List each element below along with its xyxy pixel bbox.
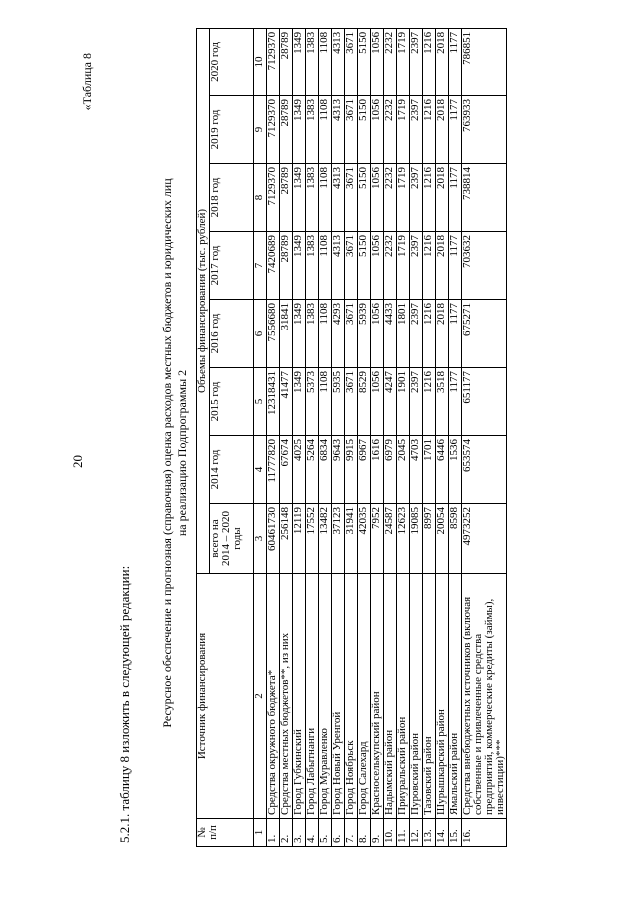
row-value: 4247 bbox=[384, 367, 397, 435]
row-value: 5150 bbox=[358, 95, 371, 163]
row-value: 7129370 bbox=[267, 28, 280, 95]
row-value: 31841 bbox=[280, 299, 293, 367]
row-value: 2397 bbox=[410, 28, 423, 95]
row-value: 1349 bbox=[293, 231, 306, 299]
row-value: 67674 bbox=[280, 435, 293, 503]
table-row bbox=[436, 28, 449, 846]
row-value: 1216 bbox=[423, 95, 436, 163]
row-value: 1383 bbox=[306, 28, 319, 95]
row-value: 17552 bbox=[306, 503, 319, 573]
table-row bbox=[319, 28, 332, 846]
table-title-line2: на реализацию Подпрограммы 2 bbox=[175, 369, 189, 536]
col-number: 10 bbox=[254, 28, 267, 95]
row-value: 738814 bbox=[462, 163, 507, 231]
row-value: 1056 bbox=[371, 299, 384, 367]
row-value: 3671 bbox=[345, 163, 358, 231]
rotated-content bbox=[20, 23, 620, 883]
row-value: 1177 bbox=[449, 163, 462, 231]
column-number-row bbox=[254, 28, 267, 846]
table-row bbox=[462, 28, 507, 846]
row-source: Город Губкинский bbox=[293, 573, 306, 818]
row-value: 4973252 bbox=[462, 503, 507, 573]
row-value: 1701 bbox=[423, 435, 436, 503]
row-value: 2232 bbox=[384, 163, 397, 231]
row-value: 256148 bbox=[280, 503, 293, 573]
row-value: 4703 bbox=[410, 435, 423, 503]
table-row bbox=[280, 28, 293, 846]
col-number: 8 bbox=[254, 163, 267, 231]
row-source: Город Новый Уренгой bbox=[332, 573, 345, 818]
table-row bbox=[410, 28, 423, 846]
row-value: 9915 bbox=[345, 435, 358, 503]
row-value: 13482 bbox=[319, 503, 332, 573]
row-value: 4313 bbox=[332, 163, 345, 231]
row-source: Средства местных бюджетов**, из них bbox=[280, 573, 293, 818]
table-label: «Таблица 8 bbox=[80, 52, 94, 110]
row-value: 2018 bbox=[436, 95, 449, 163]
row-value: 3671 bbox=[345, 367, 358, 435]
header-year: 2018 год bbox=[210, 163, 254, 231]
header-year: 2019 год bbox=[210, 95, 254, 163]
row-value: 1383 bbox=[306, 95, 319, 163]
row-value: 1349 bbox=[293, 163, 306, 231]
row-value: 1719 bbox=[397, 28, 410, 95]
row-value: 8529 bbox=[358, 367, 371, 435]
row-value: 28789 bbox=[280, 231, 293, 299]
row-value: 1801 bbox=[397, 299, 410, 367]
header-source: Источник финансирования bbox=[197, 573, 254, 818]
row-source: Шурышкарский район bbox=[436, 573, 449, 818]
row-value: 28789 bbox=[280, 163, 293, 231]
row-value: 1056 bbox=[371, 367, 384, 435]
row-value: 5264 bbox=[306, 435, 319, 503]
row-source: Город Лабытнанги bbox=[306, 573, 319, 818]
row-value: 8997 bbox=[423, 503, 436, 573]
row-value: 1108 bbox=[319, 231, 332, 299]
row-value: 786851 bbox=[462, 28, 507, 95]
col-number: 4 bbox=[254, 435, 267, 503]
row-number: 16. bbox=[462, 818, 507, 846]
row-value: 763933 bbox=[462, 95, 507, 163]
row-value: 4313 bbox=[332, 95, 345, 163]
row-value: 1216 bbox=[423, 163, 436, 231]
table-row bbox=[345, 28, 358, 846]
table-row bbox=[371, 28, 384, 846]
row-value: 31941 bbox=[345, 503, 358, 573]
row-value: 24587 bbox=[384, 503, 397, 573]
table-row bbox=[332, 28, 345, 846]
row-value: 12623 bbox=[397, 503, 410, 573]
header-total: всего на 2014 – 2020 годы bbox=[210, 503, 254, 573]
row-source: Приуральский район bbox=[397, 573, 410, 818]
row-value: 2018 bbox=[436, 299, 449, 367]
row-value: 7556680 bbox=[267, 299, 280, 367]
intro-text: 5.2.1. таблицу 8 изложить в следующей редакции: bbox=[117, 565, 132, 843]
row-value: 1177 bbox=[449, 28, 462, 95]
row-value: 703632 bbox=[462, 231, 507, 299]
row-value: 1056 bbox=[371, 231, 384, 299]
header-year: 2020 год bbox=[210, 28, 254, 95]
table-row bbox=[449, 28, 462, 846]
row-value: 5939 bbox=[358, 299, 371, 367]
row-number: 4. bbox=[306, 818, 319, 846]
row-value: 7420689 bbox=[267, 231, 280, 299]
row-value: 4313 bbox=[332, 231, 345, 299]
row-value: 653574 bbox=[462, 435, 507, 503]
row-value: 42035 bbox=[358, 503, 371, 573]
row-value: 4293 bbox=[332, 299, 345, 367]
row-number: 14. bbox=[436, 818, 449, 846]
row-number: 3. bbox=[293, 818, 306, 846]
row-value: 1108 bbox=[319, 28, 332, 95]
row-value: 1056 bbox=[371, 163, 384, 231]
row-value: 3518 bbox=[436, 367, 449, 435]
row-value: 4433 bbox=[384, 299, 397, 367]
row-value: 1349 bbox=[293, 95, 306, 163]
row-value: 2018 bbox=[436, 231, 449, 299]
row-source: Пуровский район bbox=[410, 573, 423, 818]
row-value: 2018 bbox=[436, 163, 449, 231]
row-value: 7129370 bbox=[267, 163, 280, 231]
row-value: 1216 bbox=[423, 299, 436, 367]
row-source: Город Ноябрьск bbox=[345, 573, 358, 818]
row-number: 10. bbox=[384, 818, 397, 846]
row-number: 7. bbox=[345, 818, 358, 846]
row-number: 2. bbox=[280, 818, 293, 846]
row-value: 1719 bbox=[397, 95, 410, 163]
row-value: 1108 bbox=[319, 299, 332, 367]
col-number: 9 bbox=[254, 95, 267, 163]
row-value: 20054 bbox=[436, 503, 449, 573]
row-value: 1349 bbox=[293, 299, 306, 367]
row-value: 2397 bbox=[410, 299, 423, 367]
row-value: 1177 bbox=[449, 367, 462, 435]
row-value: 8598 bbox=[449, 503, 462, 573]
row-number: 9. bbox=[371, 818, 384, 846]
row-value: 7952 bbox=[371, 503, 384, 573]
col-number: 5 bbox=[254, 367, 267, 435]
row-source: Средства внебюджетных источников (включая собственные и привлеченные средства предприятий, коммерческие кредиты (займы), инвестиции)*** bbox=[462, 573, 507, 818]
row-number: 6. bbox=[332, 818, 345, 846]
row-value: 5373 bbox=[306, 367, 319, 435]
row-number: 1. bbox=[267, 818, 280, 846]
row-value: 1349 bbox=[293, 367, 306, 435]
row-value: 3671 bbox=[345, 231, 358, 299]
row-value: 1177 bbox=[449, 299, 462, 367]
table-title-line1: Ресурсное обеспечение и прогнозная (справочная) оценка расходов местных бюджетов и юридических лиц bbox=[160, 177, 174, 728]
row-value: 11777820 bbox=[267, 435, 280, 503]
row-value: 675271 bbox=[462, 299, 507, 367]
row-value: 37123 bbox=[332, 503, 345, 573]
row-value: 2397 bbox=[410, 231, 423, 299]
row-value: 5935 bbox=[332, 367, 345, 435]
row-value: 19085 bbox=[410, 503, 423, 573]
row-value: 1108 bbox=[319, 163, 332, 231]
row-value: 1108 bbox=[319, 367, 332, 435]
row-value: 5150 bbox=[358, 163, 371, 231]
row-value: 2045 bbox=[397, 435, 410, 503]
row-value: 1177 bbox=[449, 95, 462, 163]
row-value: 6446 bbox=[436, 435, 449, 503]
table-row bbox=[293, 28, 306, 846]
row-value: 28789 bbox=[280, 28, 293, 95]
row-value: 1216 bbox=[423, 28, 436, 95]
header-year: 2015 год bbox=[210, 367, 254, 435]
row-value: 5150 bbox=[358, 231, 371, 299]
col-number: 3 bbox=[254, 503, 267, 573]
table-row bbox=[358, 28, 371, 846]
row-value: 1383 bbox=[306, 299, 319, 367]
row-source: Ямальский район bbox=[449, 573, 462, 818]
row-value: 6834 bbox=[319, 435, 332, 503]
row-value: 2232 bbox=[384, 28, 397, 95]
row-value: 1616 bbox=[371, 435, 384, 503]
financing-table bbox=[196, 27, 507, 846]
row-number: 11. bbox=[397, 818, 410, 846]
row-value: 1383 bbox=[306, 163, 319, 231]
row-value: 1349 bbox=[293, 28, 306, 95]
row-value: 9643 bbox=[332, 435, 345, 503]
row-value: 2397 bbox=[410, 95, 423, 163]
table-row bbox=[306, 28, 319, 846]
row-value: 1108 bbox=[319, 95, 332, 163]
row-value: 7129370 bbox=[267, 95, 280, 163]
row-source: Город Салехард bbox=[358, 573, 371, 818]
col-number: 7 bbox=[254, 231, 267, 299]
row-value: 1216 bbox=[423, 231, 436, 299]
row-value: 2018 bbox=[436, 28, 449, 95]
row-value: 1719 bbox=[397, 231, 410, 299]
header-year: 2017 год bbox=[210, 231, 254, 299]
row-value: 4313 bbox=[332, 28, 345, 95]
row-source: Тазовский район bbox=[423, 573, 436, 818]
row-value: 28789 bbox=[280, 95, 293, 163]
table-row bbox=[384, 28, 397, 846]
table-row bbox=[397, 28, 410, 846]
row-number: 13. bbox=[423, 818, 436, 846]
row-value: 6967 bbox=[358, 435, 371, 503]
row-source: Средства окружного бюджета* bbox=[267, 573, 280, 818]
row-value: 2397 bbox=[410, 367, 423, 435]
header-year: 2016 год bbox=[210, 299, 254, 367]
table-row bbox=[423, 28, 436, 846]
row-number: 8. bbox=[358, 818, 371, 846]
row-value: 2232 bbox=[384, 95, 397, 163]
row-value: 3671 bbox=[345, 95, 358, 163]
row-value: 651177 bbox=[462, 367, 507, 435]
row-value: 1056 bbox=[371, 28, 384, 95]
row-value: 1056 bbox=[371, 95, 384, 163]
row-number: 5. bbox=[319, 818, 332, 846]
row-value: 1901 bbox=[397, 367, 410, 435]
row-value: 1216 bbox=[423, 367, 436, 435]
row-value: 4025 bbox=[293, 435, 306, 503]
col-number: 2 bbox=[254, 573, 267, 818]
row-source: Красноселькупский район bbox=[371, 573, 384, 818]
row-number: 12. bbox=[410, 818, 423, 846]
row-source: Надымский район bbox=[384, 573, 397, 818]
header-no: № п/п bbox=[197, 818, 254, 846]
row-value: 2397 bbox=[410, 163, 423, 231]
row-value: 1719 bbox=[397, 163, 410, 231]
row-value: 1383 bbox=[306, 231, 319, 299]
row-value: 1177 bbox=[449, 231, 462, 299]
row-value: 3671 bbox=[345, 28, 358, 95]
table-row bbox=[267, 28, 280, 846]
row-value: 12318431 bbox=[267, 367, 280, 435]
row-number: 15. bbox=[449, 818, 462, 846]
col-number: 6 bbox=[254, 299, 267, 367]
row-value: 41477 bbox=[280, 367, 293, 435]
header-volumes: Объемы финансирования (тыс. рублей) bbox=[197, 28, 210, 573]
col-number: 1 bbox=[254, 818, 267, 846]
row-value: 5150 bbox=[358, 28, 371, 95]
row-value: 12119 bbox=[293, 503, 306, 573]
page-number: 20 bbox=[70, 454, 85, 468]
row-source: Город Муравленко bbox=[319, 573, 332, 818]
row-value: 3671 bbox=[345, 299, 358, 367]
row-value: 60461730 bbox=[267, 503, 280, 573]
row-value: 1536 bbox=[449, 435, 462, 503]
header-year: 2014 год bbox=[210, 435, 254, 503]
row-value: 6979 bbox=[384, 435, 397, 503]
row-value: 2232 bbox=[384, 231, 397, 299]
